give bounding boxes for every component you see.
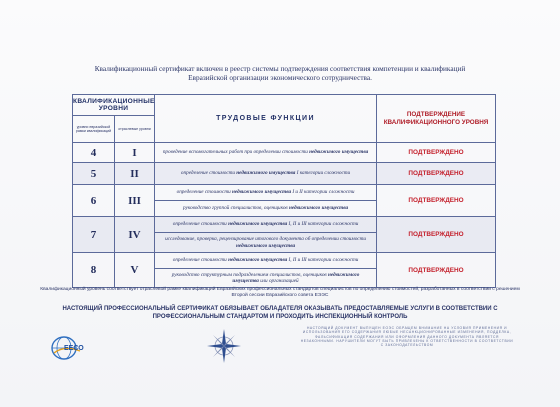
table-row xyxy=(73,185,496,201)
header-level-confirmation: ПОДТВЕРЖДЕНИЕ КВАЛИФИКАЦИОННОГО УРОВНЯ xyxy=(377,95,496,143)
table-row xyxy=(73,143,496,163)
confirmation-status: ПОДТВЕРЖДЕНО xyxy=(377,185,496,217)
fine-print: НАСТОЯЩИЙ ДОКУМЕНТ ВЫПУЩЕН ЕОЭС ОБРАЩЕМ ВНИМАНИЕ НА УСЛОВИЯ ПРИМЕНЕНИЯ И ИСПОЛЬЗОВАНИЯ ЕГО СОДЕРЖАНИЯ ЛЮБЫЕ НЕСАНКЦИОНИРОВАННЫЕ ИЗМЕНЕНИЯ, ПОДДЕЛКА, ФАЛЬСИФИКАЦИЯ СОДЕРЖАНИЯ ИЛИ ОФОРМЛЕНИЯ ДАННОГО ДОКУМЕНТА ЯВЛЯЕТСЯ НЕЗАКОННЫМИ. НАРУШИТЕЛИ МОГУТ БЫТЬ ПРИВЛЕЧЕНЫ К ОТВЕТСТВЕННОСТИ В СООТВЕТСТВИИ С ЗАКОНОДАТЕЛЬСТВОМ xyxy=(300,326,514,348)
labor-function: определение стоимости недвижимого имущества I, II и III категории сложности xyxy=(155,253,377,269)
framework-note: Квалификационный уровень соответствует отраслевой рамке квалификаций Евразийских профессиональных стандартов специалистов по определению стоимостей, разработанных в соответствии с решением Второй сессии Евразийского совета ЕЭЭС xyxy=(40,287,520,299)
table-row xyxy=(73,217,496,233)
labor-function: руководство структурным подразделением специалистов, оценщиков недвижимого имущества или организацией xyxy=(155,269,377,288)
branch-level: V xyxy=(115,253,155,288)
labor-function: определение стоимости недвижимого имущества I категории сложности xyxy=(155,163,377,185)
confirmation-status: ПОДТВЕРЖДЕНО xyxy=(377,163,496,185)
branch-level: II xyxy=(115,163,155,185)
branch-level: I xyxy=(115,143,155,163)
labor-function: определение стоимости недвижимого имущества I и II категории сложности xyxy=(155,185,377,201)
header-qualification-levels: КВАЛИФИКАЦИОННЫЕ УРОВНИ xyxy=(73,95,155,116)
eurasian-level: 6 xyxy=(73,185,115,217)
logo-text: ЕЕСО xyxy=(64,345,84,352)
confirmation-status: ПОДТВЕРЖДЕНО xyxy=(377,253,496,288)
intro-line-1: Квалификационный сертификат включен в реестр системы подтверждения соответствия компетенции и квалификаций xyxy=(94,64,466,73)
eurasian-level: 5 xyxy=(73,163,115,185)
eurasian-level: 7 xyxy=(73,217,115,253)
header-eurasian-framework-levels: уровни евразийской рамки квалификаций xyxy=(73,116,115,143)
header-labor-functions: ТРУДОВЫЕ ФУНКЦИИ xyxy=(155,95,377,143)
labor-function: исследование, проверка, рецензирование итогового документа об определении стоимости недвижимого имущества xyxy=(155,233,377,253)
labor-function: проведение вспомогательных работ при определении стоимости недвижимого имущества xyxy=(155,143,377,163)
eurasian-level: 8 xyxy=(73,253,115,288)
labor-function: определение стоимости недвижимого имущества I, II и III категории сложности xyxy=(155,217,377,233)
header-branch-levels: отраслевые уровни xyxy=(115,116,155,143)
table-row xyxy=(73,253,496,269)
intro-text xyxy=(40,64,520,82)
confirmation-status: ПОДТВЕРЖДЕНО xyxy=(377,143,496,163)
branch-level: IV xyxy=(115,217,155,253)
obligation-note: НАСТОЯЩИЙ ПРОФЕССИОНАЛЬНЫЙ СЕРТИФИКАТ ОБЯЗЫВАЕТ ОБЛАДАТЕЛЯ ОКАЗЫВАТЬ ПРЕДОСТАВЛЯЕМЫЕ УСЛУГИ В СООТВЕТСТВИИ С ПРОФЕССИОНАЛЬНЫМ СТАНДАРТОМ И ПРОХОДИТЬ ИНСПЕКЦИОННЫЙ КОНТРОЛЬ xyxy=(62,306,498,320)
intro-line-2: Евразийской организации экономического сотрудничества. xyxy=(188,73,372,82)
qualification-table xyxy=(72,94,496,288)
labor-function: руководство группой специалистов, оценщиков недвижимого имущества xyxy=(155,201,377,217)
confirmation-status: ПОДТВЕРЖДЕНО xyxy=(377,217,496,253)
branch-level: III xyxy=(115,185,155,217)
eurasian-level: 4 xyxy=(73,143,115,163)
compass-emblem-icon xyxy=(206,328,242,364)
table-row xyxy=(73,163,496,185)
